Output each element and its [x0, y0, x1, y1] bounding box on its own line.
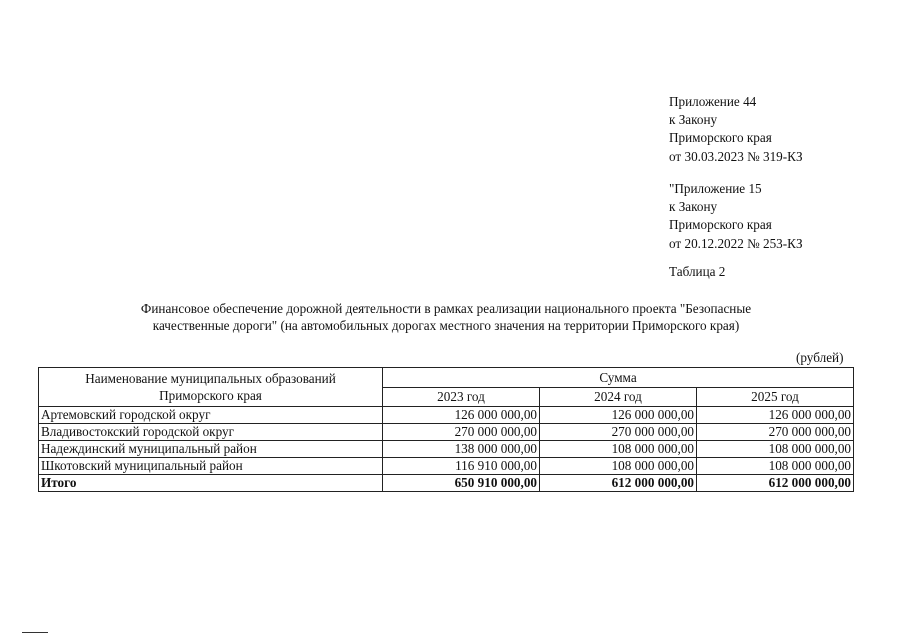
table-row — [39, 441, 854, 458]
row-value: 270 000 000,00 — [697, 424, 854, 441]
total-value: 612 000 000,00 — [697, 475, 854, 492]
row-name: Владивостокский городской округ — [39, 424, 383, 441]
document-title-line: Финансовое обеспечение дорожной деятельности в рамках реализации национального проекта "Безопасные — [140, 301, 752, 316]
table-label: Таблица 2 — [669, 264, 726, 279]
appendix-44-line: Приложение 44 — [669, 94, 757, 109]
header-sum: Сумма — [383, 368, 854, 388]
appendix-44-line: Приморского края — [669, 130, 772, 146]
appendix-44-line: к Закону — [669, 112, 718, 128]
row-value: 126 000 000,00 — [383, 407, 540, 424]
header-year: 2024 год — [540, 388, 697, 407]
header-municipality-line: Наименование муниципальных образований — [85, 371, 336, 386]
header-municipality — [39, 368, 383, 407]
appendix-15-line: "Приложение 15 — [669, 181, 762, 196]
row-name: Шкотовский муниципальный район — [39, 458, 383, 475]
row-value: 108 000 000,00 — [540, 458, 697, 475]
table-row — [39, 407, 854, 424]
row-value: 108 000 000,00 — [697, 441, 854, 458]
row-value: 108 000 000,00 — [697, 458, 854, 475]
row-name: Артемовский городской округ — [39, 407, 383, 424]
appendix-44-line: от 30.03.2023 № 319-КЗ — [669, 148, 803, 164]
total-label: Итого — [39, 475, 383, 492]
row-value: 108 000 000,00 — [540, 441, 697, 458]
total-value: 650 910 000,00 — [383, 475, 540, 492]
units-label: (рублей) — [796, 350, 844, 365]
appendix-15-line: от 20.12.2022 № 253-КЗ — [669, 235, 803, 251]
header-municipality-line: Приморского края — [159, 388, 262, 403]
row-value: 270 000 000,00 — [540, 424, 697, 441]
row-name: Надеждинский муниципальный район — [39, 441, 383, 458]
appendix-44-block — [669, 93, 803, 166]
header-year: 2023 год — [383, 388, 540, 407]
document-title-line: качественные дороги" (на автомобильных дорогах местного значения на территории Приморского края) — [152, 318, 740, 333]
appendix-15-line: к Закону — [669, 199, 718, 215]
table-row — [39, 424, 854, 441]
table-row — [39, 458, 854, 475]
row-value: 270 000 000,00 — [383, 424, 540, 441]
total-value: 612 000 000,00 — [540, 475, 697, 492]
appendix-15-line: Приморского края — [669, 217, 772, 233]
appendix-15-block — [669, 180, 803, 253]
header-year: 2025 год — [697, 388, 854, 407]
document-title — [40, 300, 852, 334]
row-value: 126 000 000,00 — [540, 407, 697, 424]
financing-table — [38, 367, 854, 492]
total-row — [39, 475, 854, 492]
row-value: 138 000 000,00 — [383, 441, 540, 458]
footer-rule — [22, 632, 48, 633]
row-value: 126 000 000,00 — [697, 407, 854, 424]
row-value: 116 910 000,00 — [383, 458, 540, 475]
